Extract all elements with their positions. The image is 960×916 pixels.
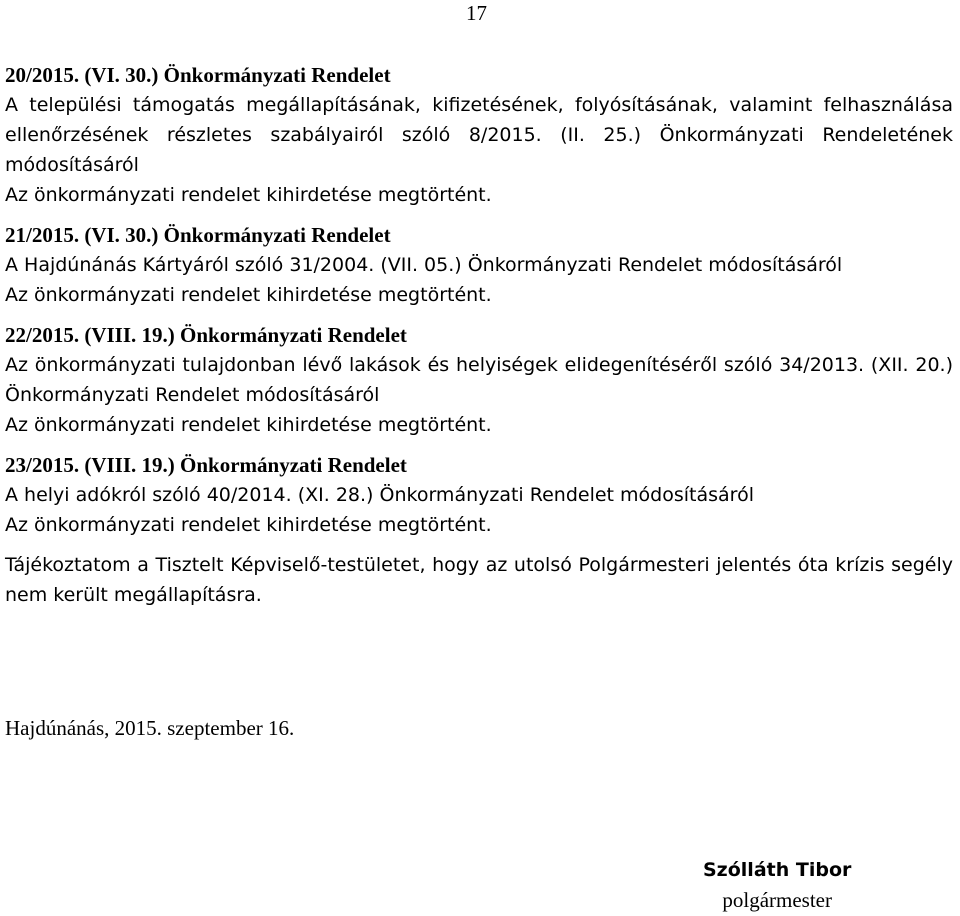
regulation-title: 21/2015. (VI. 30.) Önkormányzati Rendelet <box>5 223 391 247</box>
regulation-description: A Hajdúnánás Kártyáról szóló 31/2004. (VII. 05.) Önkormányzati Rendelet módosításáról <box>5 254 843 276</box>
regulation-status: Az önkormányzati rendelet kihirdetése megtörtént. <box>5 184 492 206</box>
signatory-name: Szólláth Tibor <box>703 859 852 881</box>
regulation-title: 23/2015. (VIII. 19.) Önkormányzati Rendelet <box>5 453 407 477</box>
info-paragraph: Tájékoztatom a Tisztelt Képviselő-testületet, hogy az utolsó Polgármesteri jelentés óta krízis segély nem került megállapításra. <box>5 554 953 606</box>
regulation-description: Az önkormányzati tulajdonban lévő lakások és helyiségek elidegenítéséről szóló 34/2013. (XII. 20.) Önkormányzati Rendelet módosításáról <box>5 354 953 406</box>
page-number: 17 <box>466 1 487 25</box>
signatory-role: polgármester <box>722 888 832 912</box>
document-body <box>5 60 953 610</box>
regulation-entry <box>5 450 953 540</box>
regulation-status: Az önkormányzati rendelet kihirdetése megtörtént. <box>5 284 492 306</box>
regulation-entry <box>5 220 953 310</box>
place-date: Hajdúnánás, 2015. szeptember 16. <box>5 716 295 740</box>
regulation-title: 22/2015. (VIII. 19.) Önkormányzati Rendelet <box>5 323 407 347</box>
regulation-status: Az önkormányzati rendelet kihirdetése megtörtént. <box>5 414 492 436</box>
regulation-description: A helyi adókról szóló 40/2014. (XI. 28.) Önkormányzati Rendelet módosításáról <box>5 484 754 506</box>
regulation-entry <box>5 60 953 210</box>
regulation-description: A települési támogatás megállapításának, kifizetésének, folyósításának, valamint felhasználása ellenőrzésének részletes szabályairól szóló 8/2015. (II. 25.) Önkormányzati Rendeletének módosításáról <box>5 94 953 176</box>
regulation-entry <box>5 320 953 440</box>
regulation-status: Az önkormányzati rendelet kihirdetése megtörtént. <box>5 514 492 536</box>
regulation-title: 20/2015. (VI. 30.) Önkormányzati Rendelet <box>5 63 391 87</box>
signature-block <box>703 855 851 915</box>
